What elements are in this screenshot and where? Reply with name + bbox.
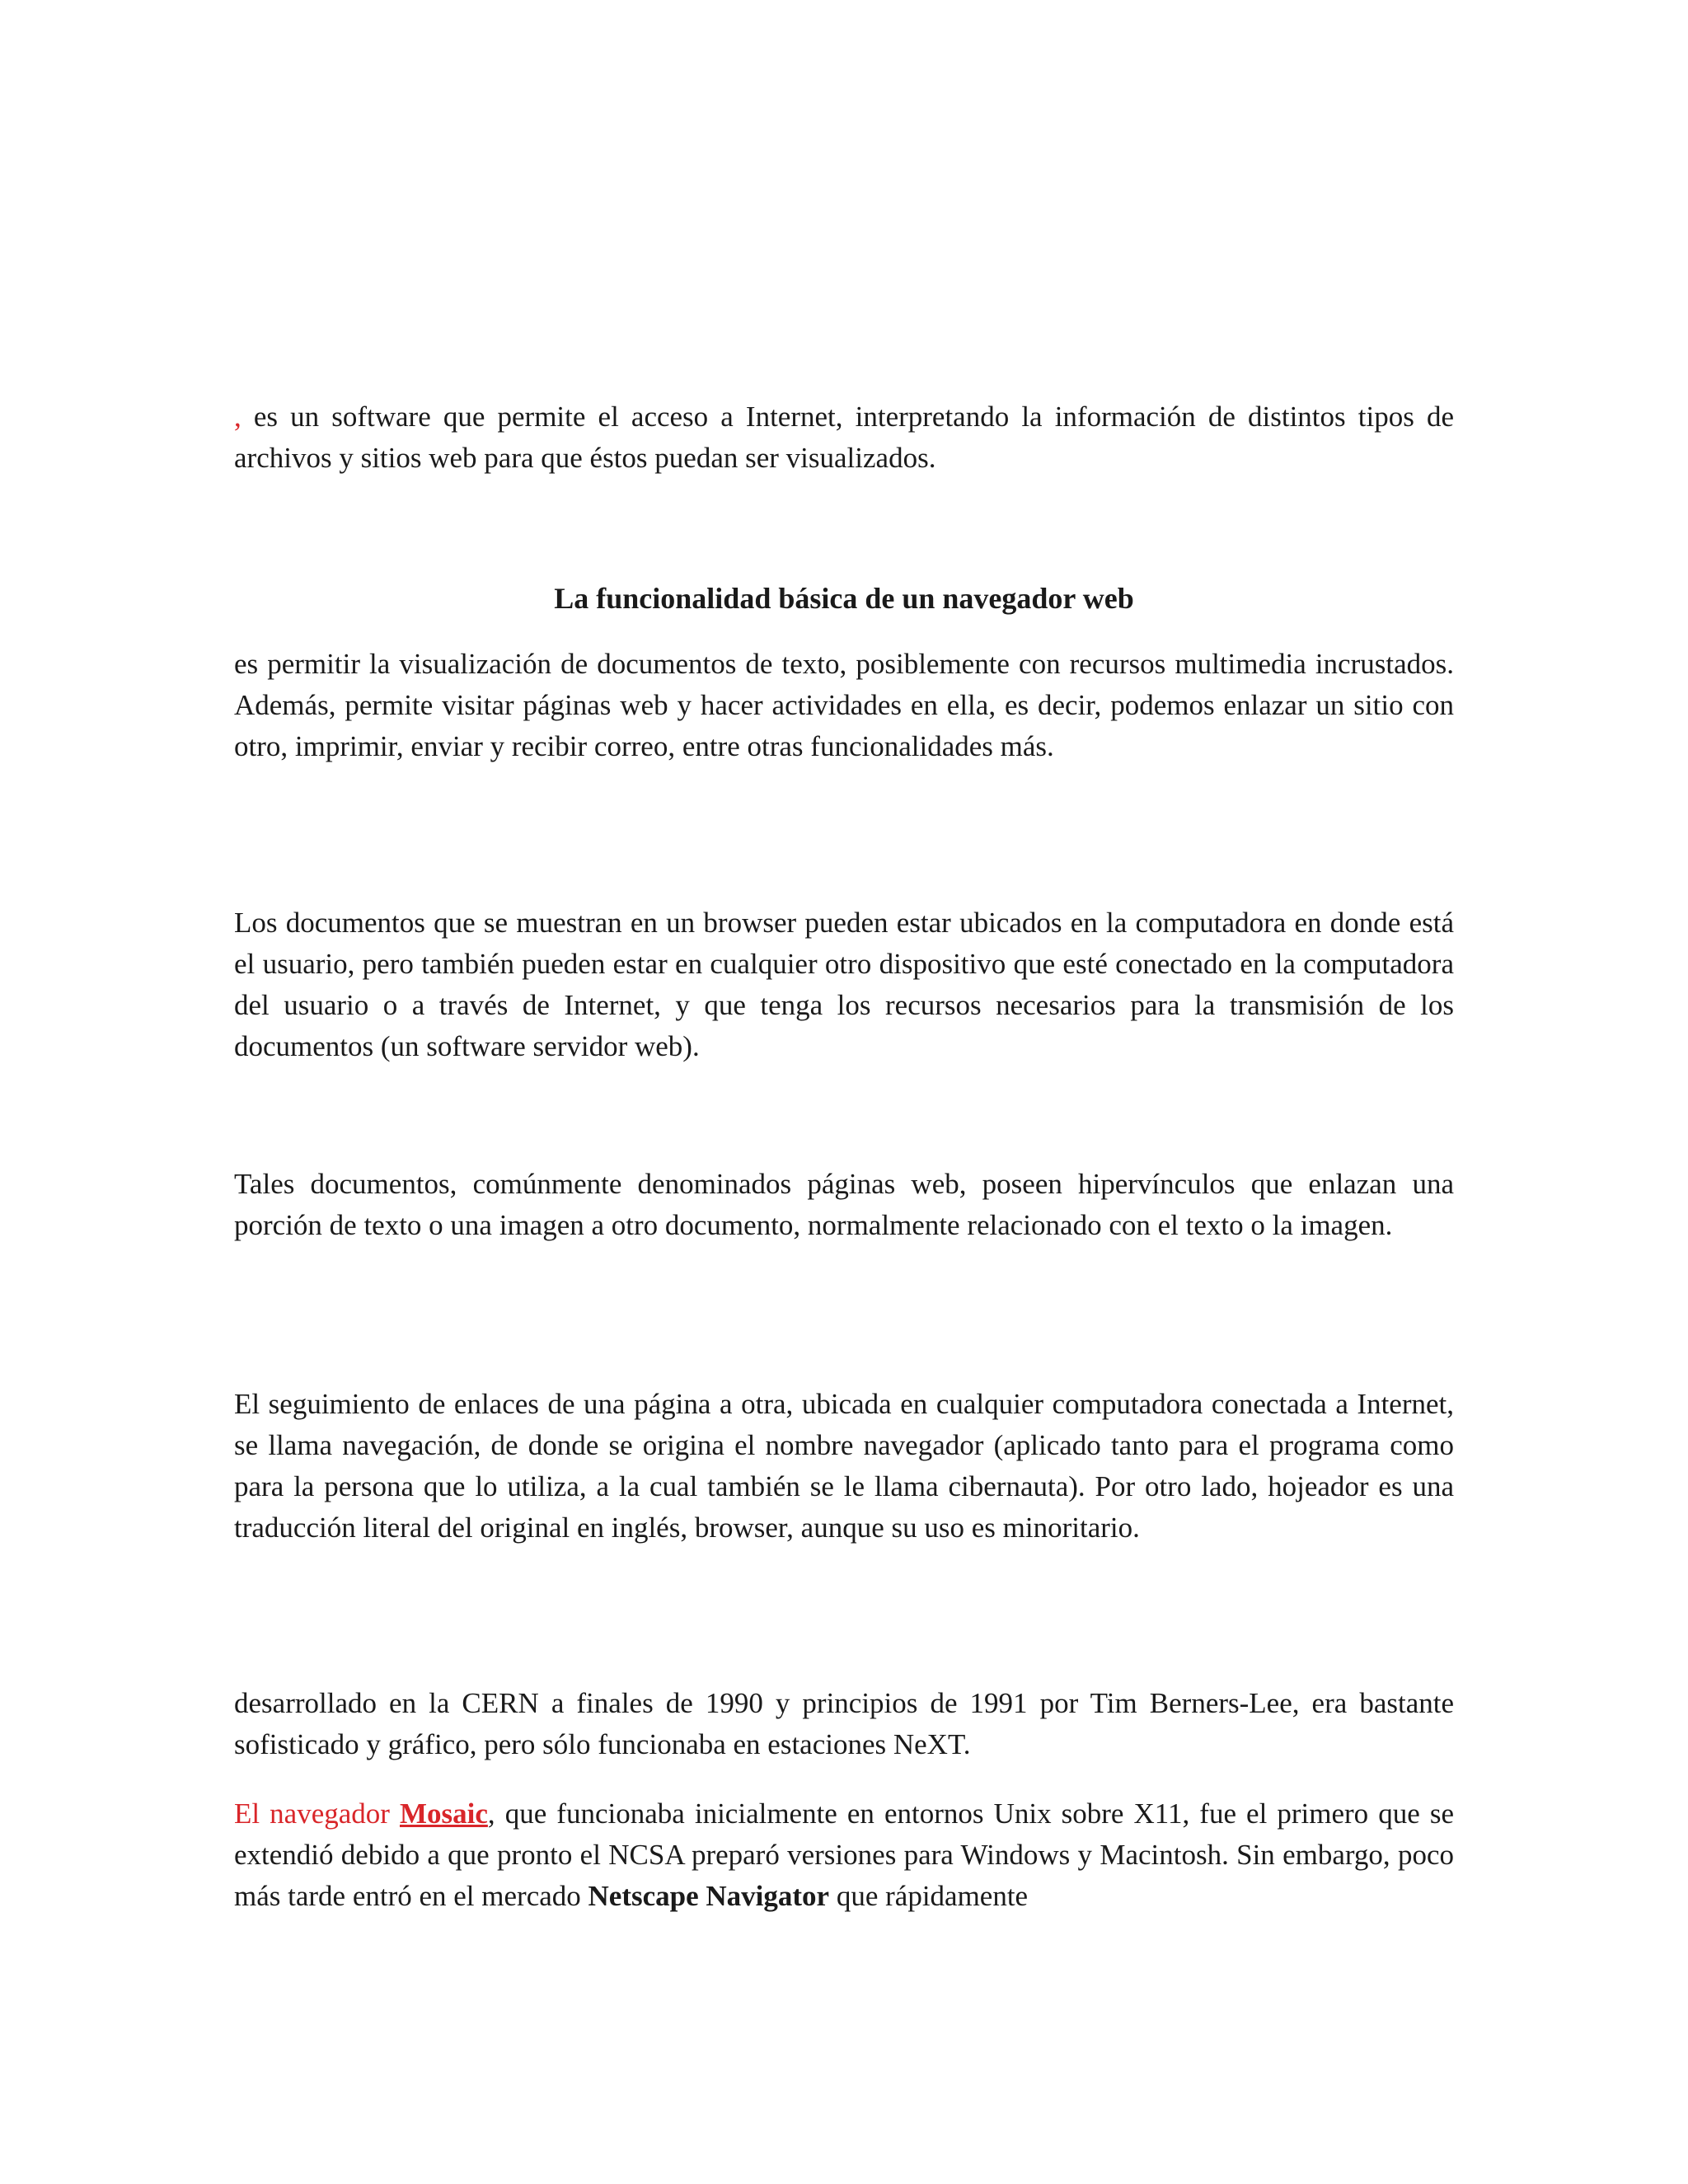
- mosaic-text-1: , que funcionaba inicialmente en entornos Unix sobre X11, fue el primero que se extendió debido a que pronto el NCSA preparó versiones para Windows y Macintosh. Sin embargo, poco más tarde entró en el mercado: [234, 1797, 1454, 1912]
- mosaic-lead: El navegador: [234, 1797, 400, 1830]
- document-page: [234, 0, 1454, 2184]
- intro-text: es un software que permite el acceso a Internet, interpretando la información de distintos tipos de archivos y sitios web para que éstos puedan ser visualizados.: [234, 401, 1454, 474]
- functionality-paragraph: es permitir la visualización de documentos de texto, posiblemente con recursos multimedia incrustados. Además, permite visitar páginas web y hacer actividades en ella, es decir, podemos enlazar un sitio con otro, imprimir, enviar y recibir correo, entre otras funcionalidades más.: [234, 648, 1454, 762]
- cern-paragraph: desarrollado en la CERN a finales de 1990 y principios de 1991 por Tim Berners-Lee, era bastante sofisticado y gráfico, pero sólo funcionaba en estaciones NeXT.: [234, 1687, 1454, 1760]
- documents-location-paragraph: Los documentos que se muestran en un browser pueden estar ubicados en la computadora en donde está el usuario, pero también pueden estar en cualquier otro dispositivo que esté conectado en la computadora del usuario o a través de Internet, y que tenga los recursos necesarios para la transmisión de los documentos (un software servidor web).: [234, 907, 1454, 1062]
- navigation-paragraph: El seguimiento de enlaces de una página a otra, ubicada en cualquier computadora conectada a Internet, se llama navegación, de donde se origina el nombre navegador (aplicado tanto para el programa como para la persona que lo utiliza, a la cual también se le llama cibernauta). Por otro lado, hojeador es una traducción literal del original en inglés, browser, aunque su uso es minoritario.: [234, 1388, 1454, 1544]
- mosaic-paragraph: [234, 1793, 1454, 1917]
- netscape-navigator: Netscape Navigator: [588, 1880, 830, 1912]
- red-comma: ,: [234, 401, 241, 433]
- mosaic-text-2: que rápidamente: [829, 1880, 1029, 1912]
- hyperlinks-paragraph: Tales documentos, comúnmente denominados páginas web, poseen hipervínculos que enlazan una porción de texto o una imagen a otro documento, normalmente relacionado con el texto o la imagen.: [234, 1168, 1454, 1241]
- intro-paragraph: [234, 396, 1454, 479]
- mosaic-link[interactable]: Mosaic: [399, 1797, 488, 1830]
- section-heading: La funcionalidad básica de un navegador web: [554, 582, 1134, 615]
